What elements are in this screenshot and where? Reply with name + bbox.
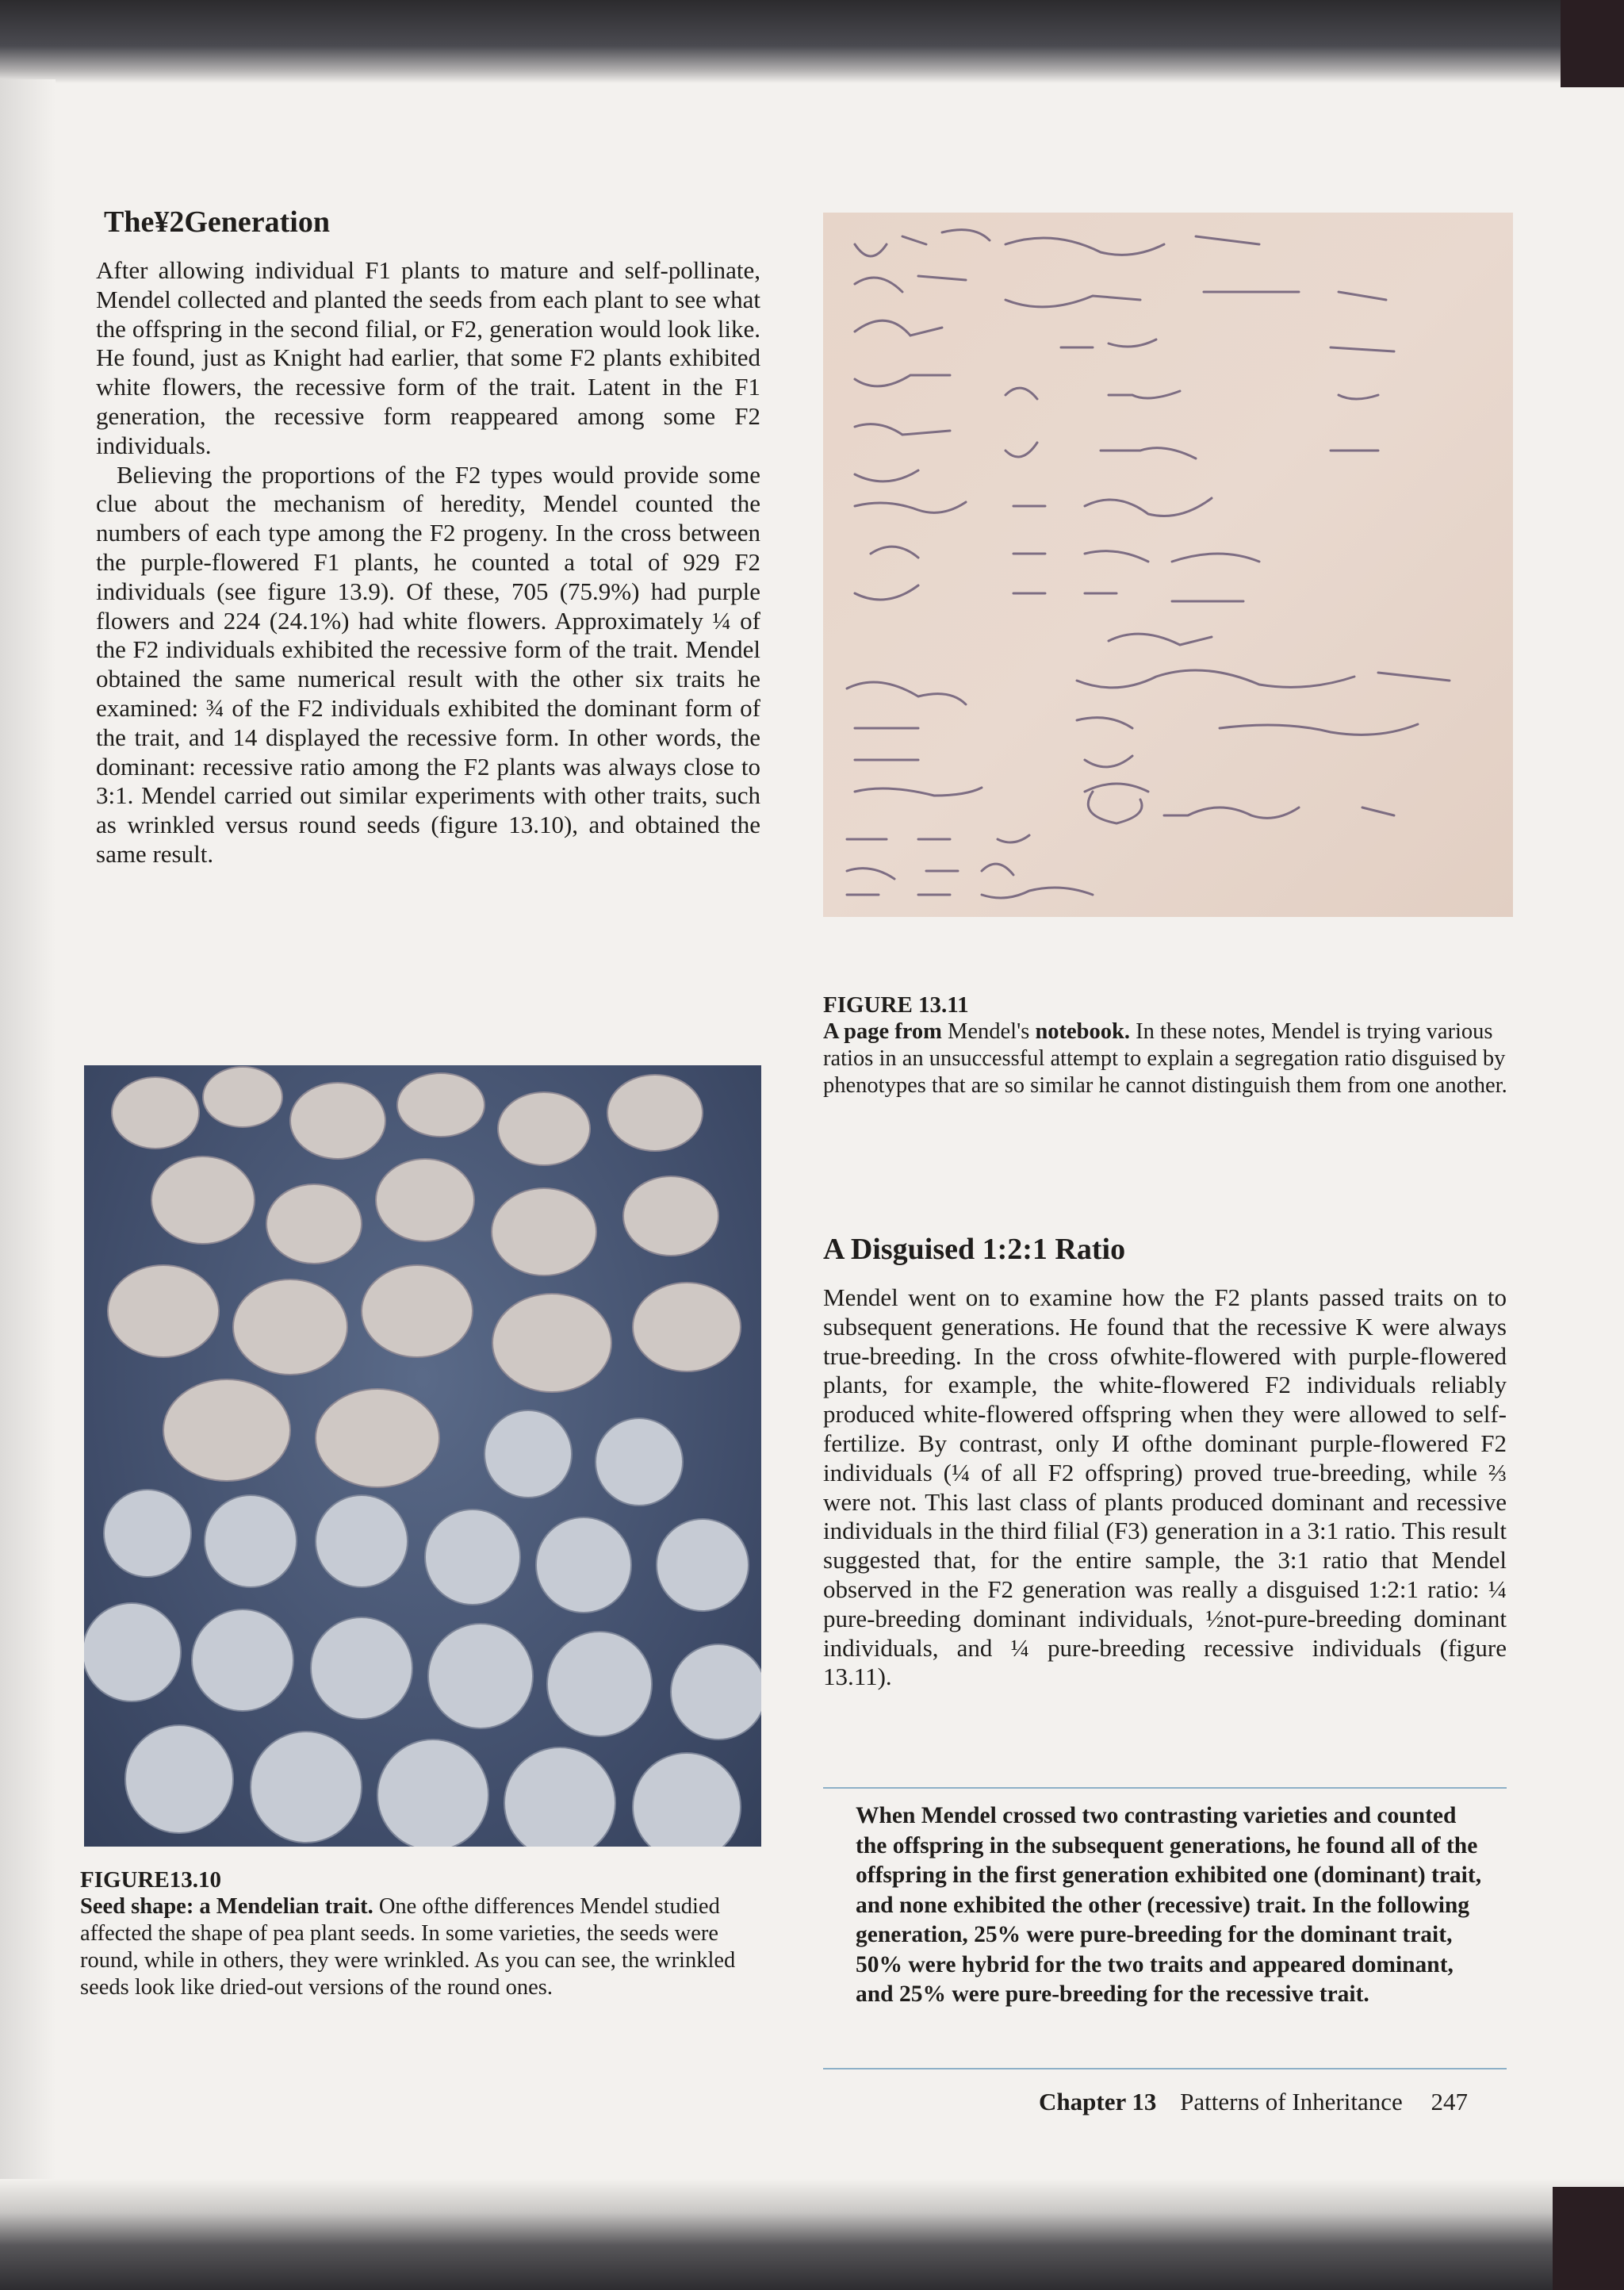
chapter-title: Patterns of Inheritance: [1180, 2088, 1403, 2115]
paragraph: Mendel went on to examine how the F2 plants passed traits on to subsequent generations. He found that the recessive K were always true-breeding. In the cross ofwhite-flowered with purple-flowered plants, for example, the white-flowered F2 individuals reliably produced white-flowered offspring when they were allowed to self-fertilize. By contrast, only И ofthe dominant purple-flowered F2 individuals (¼ of all F2 offspring) proved true-breeding, while ⅔ were not. This last class of plants produced dominant and recessive individuals in the third filial (F3) generation in a 3:1 ratio. This result suggested that, for the entire sample, the 3:1 ratio that Mendel observed in the F2 generation was really a disguised 1:2:1 ratio: ¼ pure-breeding dominant individuals, ½not-pure-breeding dominant individuals, and ¼ pure-breeding recessive individuals (figure 13.11).: [823, 1283, 1507, 1691]
key-point-summary-box: [823, 1787, 1507, 2069]
page-footer: [1039, 2088, 1468, 2116]
caption-text: In these notes, Mendel is trying various ratios in an unsuccessful attempt to explain a segregation ratio disguised by phenotypes that are so similar he cannot distinguish them from one another.: [823, 1019, 1507, 1098]
page-number: 247: [1431, 2088, 1469, 2115]
mendel-notebook-image: [823, 213, 1513, 917]
scan-top-right-corner: [1561, 0, 1624, 87]
figure-13-11-caption: [823, 992, 1513, 1099]
section-heading-f2-generation: The¥2Generation: [104, 205, 330, 239]
figure-label: FIGURE 13.11: [823, 992, 969, 1018]
section-heading-disguised-ratio: A Disguised 1:2:1 Ratio: [823, 1233, 1126, 1266]
notebook-handwriting-sketch: [823, 213, 1513, 917]
pea-seeds-photo: [84, 1065, 761, 1847]
summary-text: When Mendel crossed two contrasting varieties and counted the offspring in the subsequent generations, he found all of the offspring in the first generation exhibited one (dominant) trait, and none exhibited the other (recessive) trait. In the following generation, 25% were pure-breeding for the dominant trait, 50% were hybrid for the two traits and appeared dominant, and 25% were pure-breeding for the recessive trait.: [856, 1803, 1482, 2007]
disguised-ratio-body: [823, 1283, 1507, 1692]
f2-generation-body: [96, 256, 760, 869]
caption-text: One ofthe differences Mendel studied affected the shape of pea plant seeds. In some varieties, the seeds were round, while in others, they were wrinkled. As you can see, the wrinkled seeds look like dried-out versions of the round ones.: [80, 1894, 736, 2000]
caption-title-bold2: notebook.: [1035, 1019, 1131, 1044]
chapter-number: Chapter 13: [1039, 2088, 1157, 2115]
scan-left-shadow: [0, 79, 56, 2189]
caption-title-mid: Mendel's: [948, 1019, 1030, 1044]
caption-title: Seed shape: a Mendelian trait.: [80, 1894, 373, 1919]
caption-title-bold: A page from: [823, 1019, 942, 1044]
scan-top-edge: [0, 0, 1624, 83]
scan-bottom-edge: [0, 2179, 1624, 2290]
paragraph: Believing the proportions of the F2 types would provide some clue about the mechanism of heredity, Mendel counted the numbers of each type among the F2 progeny. In the cross between the purple-flowered F1 plants, he counted a total of 929 F2 individuals (see figure 13.9). Of these, 705 (75.9%) had purple flowers and 224 (24.1%) had white flowers. Approximately ¼ of the F2 individuals exhibited the recessive form of the trait. Mendel obtained the same numerical result with the other six traits he examined: ¾ of the F2 individuals exhibited the dominant form of the trait, and 14 displayed the recessive form. In other words, the dominant: recessive ratio among the F2 plants was always close to 3:1. Mendel carried out similar experiments with other traits, such as wrinkled versus round seeds (figure 13.10), and obtained the same result.: [96, 460, 760, 868]
figure-label: FIGURE13.10: [80, 1867, 222, 1893]
scan-bottom-right-corner: [1553, 2187, 1624, 2290]
figure-13-10-caption: [80, 1866, 762, 2001]
paragraph: After allowing individual F1 plants to mature and self-pollinate, Mendel collected and planted the seeds from each plant to see what the offspring in the second filial, or F2, generation would look like. He found, just as Knight had earlier, that some F2 plants exhibited white flowers, the recessive form of the trait. Latent in the F1 generation, the recessive form reappeared among some F2 individuals.: [96, 256, 760, 459]
pea-seeds-illustration: [84, 1065, 761, 1847]
